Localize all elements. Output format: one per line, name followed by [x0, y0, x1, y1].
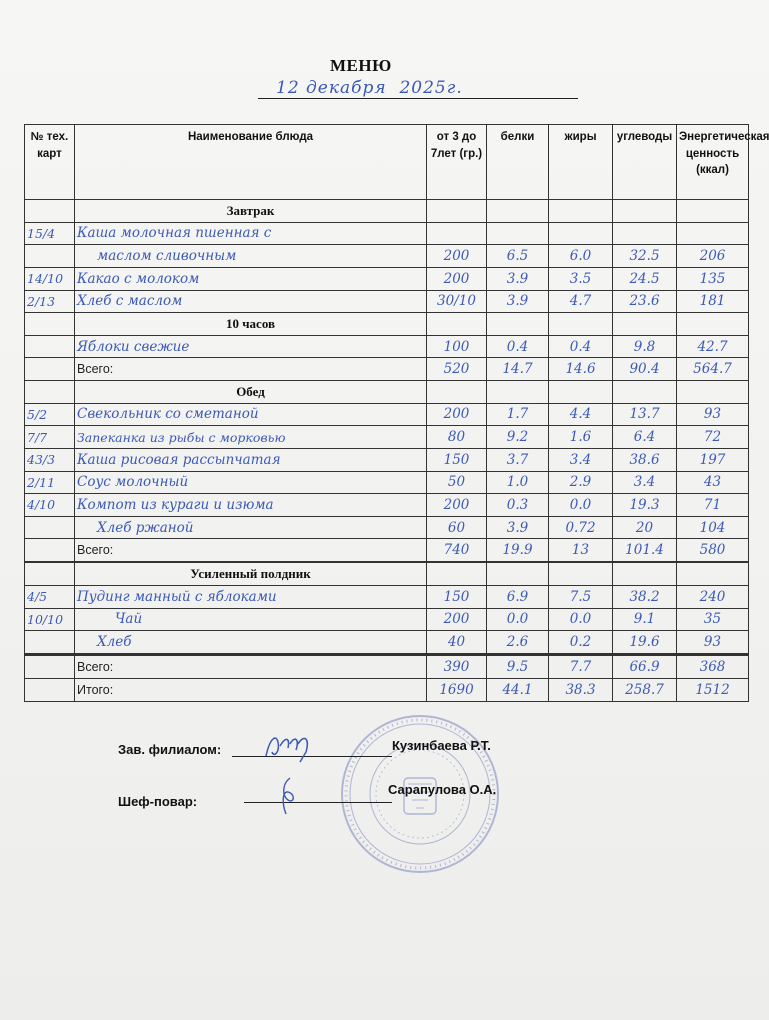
protein-value: 44.1: [487, 679, 549, 702]
table-row: [25, 448, 749, 471]
tech-card-number: 4/10: [25, 494, 75, 517]
fat-value: 0.0: [549, 608, 613, 631]
carbs-value: 19.6: [613, 631, 677, 654]
fat-value: 4.7: [549, 290, 613, 313]
dish-name: Пудинг манный с яблоками: [75, 585, 427, 608]
date-underline: [258, 98, 578, 99]
header-portion: от 3 до 7лет (гр.): [427, 125, 487, 200]
table-row: [25, 403, 749, 426]
energy-value: 43: [677, 471, 749, 494]
head-name: Кузинбаева Р.Т.: [392, 738, 491, 753]
energy-value: 564.7: [677, 358, 749, 381]
carbs-value: 9.8: [613, 335, 677, 358]
signatures-block: [118, 738, 538, 828]
fat-value: 3.5: [549, 267, 613, 290]
energy-value: 104: [677, 516, 749, 539]
menu-table: [24, 124, 769, 702]
portion-value: 740: [427, 539, 487, 562]
tech-card-number: 15/4: [25, 222, 75, 245]
protein-value: 1.0: [487, 471, 549, 494]
dish-name: Запеканка из рыбы с морковью: [75, 426, 427, 449]
energy-value: 93: [677, 403, 749, 426]
table-header-row: [25, 125, 749, 200]
table-row: [25, 585, 749, 608]
dish-name: Компот из кураги и изюма: [75, 494, 427, 517]
table-row: [25, 335, 749, 358]
tech-card-number: 5/2: [25, 403, 75, 426]
section-row: [25, 563, 749, 586]
fat-value: 1.6: [549, 426, 613, 449]
dish-name: Хлеб ржаной: [75, 516, 427, 539]
protein-value: 0.3: [487, 494, 549, 517]
energy-value: 1512: [677, 679, 749, 702]
portion-value: 200: [427, 245, 487, 268]
header-number: № тех. карт: [25, 125, 75, 200]
table-row: [25, 608, 749, 631]
energy-value: 93: [677, 631, 749, 654]
carbs-value: 38.2: [613, 585, 677, 608]
tech-card-number: 14/10: [25, 267, 75, 290]
energy-value: 135: [677, 267, 749, 290]
carbs-value: 66.9: [613, 656, 677, 679]
protein-value: 1.7: [487, 403, 549, 426]
portion-value: 150: [427, 585, 487, 608]
head-label: Зав. филиалом:: [118, 742, 222, 757]
header-name: Наименование блюда: [75, 125, 427, 200]
portion-value: 200: [427, 267, 487, 290]
tech-card-number: 2/11: [25, 471, 75, 494]
protein-value: 0.4: [487, 335, 549, 358]
energy-value: 181: [677, 290, 749, 313]
section-lunch: Обед: [75, 381, 427, 404]
portion-value: 520: [427, 358, 487, 381]
dish-name: Хлеб: [75, 631, 427, 654]
fat-value: 7.5: [549, 585, 613, 608]
fat-value: 13: [549, 539, 613, 562]
carbs-value: 3.4: [613, 471, 677, 494]
energy-value: 368: [677, 656, 749, 679]
header-fat: жиры: [549, 125, 613, 200]
section-snack: Усиленный полдник: [75, 563, 427, 586]
carbs-value: 32.5: [613, 245, 677, 268]
table-row: [25, 222, 749, 245]
fat-value: 0.0: [549, 494, 613, 517]
protein-value: 19.9: [487, 539, 549, 562]
tech-card-number: 7/7: [25, 426, 75, 449]
carbs-value: 38.6: [613, 448, 677, 471]
fat-value: 3.4: [549, 448, 613, 471]
head-signature-mark: [260, 730, 320, 764]
tech-card-number: 43/3: [25, 448, 75, 471]
carbs-value: 24.5: [613, 267, 677, 290]
energy-value: 580: [677, 539, 749, 562]
dish-name: маслом сливочным: [75, 245, 427, 268]
dish-name: Яблоки свежие: [75, 335, 427, 358]
grand-total-row: [25, 679, 749, 702]
fat-value: 4.4: [549, 403, 613, 426]
table-row: [25, 267, 749, 290]
tech-card-number: 4/5: [25, 585, 75, 608]
section-row: [25, 313, 749, 336]
tech-card-number: 2/13: [25, 290, 75, 313]
carbs-value: 6.4: [613, 426, 677, 449]
chef-name: Сарапулова О.А.: [388, 782, 497, 797]
energy-value: 42.7: [677, 335, 749, 358]
carbs-value: 90.4: [613, 358, 677, 381]
total-row: [25, 539, 749, 562]
portion-value: 60: [427, 516, 487, 539]
energy-value: 71: [677, 494, 749, 517]
menu-date: 12 декабря 2025г.: [276, 78, 463, 98]
tech-card-number: 10/10: [25, 608, 75, 631]
carbs-value: 13.7: [613, 403, 677, 426]
energy-value: 35: [677, 608, 749, 631]
portion-value: 100: [427, 335, 487, 358]
section-ten: 10 часов: [75, 313, 427, 336]
dish-name: Соус молочный: [75, 471, 427, 494]
header-carbs: углеводы: [613, 125, 677, 200]
table-row: [25, 516, 749, 539]
protein-value: 3.9: [487, 290, 549, 313]
fat-value: 0.4: [549, 335, 613, 358]
carbs-value: 258.7: [613, 679, 677, 702]
chef-signature-mark: [276, 774, 300, 818]
dish-name: Какао с молоком: [75, 267, 427, 290]
fat-value: 0.2: [549, 631, 613, 654]
protein-value: 6.9: [487, 585, 549, 608]
carbs-value: 9.1: [613, 608, 677, 631]
carbs-value: 19.3: [613, 494, 677, 517]
total-row: [25, 358, 749, 381]
energy-value: 240: [677, 585, 749, 608]
carbs-value: 20: [613, 516, 677, 539]
carbs-value: 23.6: [613, 290, 677, 313]
header-energy: Энергетическая ценность (ккал): [677, 125, 749, 200]
carbs-value: 101.4: [613, 539, 677, 562]
fat-value: 2.9: [549, 471, 613, 494]
header-protein: белки: [487, 125, 549, 200]
portion-value: 80: [427, 426, 487, 449]
chef-signature-line: [244, 802, 392, 803]
dish-name: Каша рисовая рассыпчатая: [75, 448, 427, 471]
portion-value: 150: [427, 448, 487, 471]
protein-value: 6.5: [487, 245, 549, 268]
portion-value: 30/10: [427, 290, 487, 313]
portion-value: 40: [427, 631, 487, 654]
table-row: [25, 245, 749, 268]
dish-name: Свекольник со сметаной: [75, 403, 427, 426]
total-row: [25, 656, 749, 679]
protein-value: 3.9: [487, 267, 549, 290]
section-row: [25, 200, 749, 223]
document-title: МЕНЮ: [330, 56, 392, 75]
portion-value: 200: [427, 403, 487, 426]
portion-value: 50: [427, 471, 487, 494]
fat-value: 38.3: [549, 679, 613, 702]
protein-value: 3.9: [487, 516, 549, 539]
energy-value: 72: [677, 426, 749, 449]
protein-value: 0.0: [487, 608, 549, 631]
energy-value: 197: [677, 448, 749, 471]
table-row: [25, 471, 749, 494]
protein-value: 3.7: [487, 448, 549, 471]
table-row: [25, 631, 749, 654]
protein-value: 14.7: [487, 358, 549, 381]
protein-value: 2.6: [487, 631, 549, 654]
section-breakfast: Завтрак: [75, 200, 427, 223]
total-label: Всего:: [75, 656, 427, 679]
portion-value: 1690: [427, 679, 487, 702]
portion-value: 390: [427, 656, 487, 679]
protein-value: 9.2: [487, 426, 549, 449]
total-label: Всего:: [75, 358, 427, 381]
fat-value: 7.7: [549, 656, 613, 679]
dish-name: Каша молочная пшенная с: [75, 222, 427, 245]
portion-value: 200: [427, 494, 487, 517]
chef-label: Шеф-повар:: [118, 794, 198, 809]
grand-total-label: Итого:: [75, 679, 427, 702]
dish-name: Хлеб с маслом: [75, 290, 427, 313]
table-row: [25, 494, 749, 517]
portion-value: 200: [427, 608, 487, 631]
fat-value: 14.6: [549, 358, 613, 381]
protein-value: 9.5: [487, 656, 549, 679]
energy-value: 206: [677, 245, 749, 268]
table-row: [25, 290, 749, 313]
table-row: [25, 426, 749, 449]
fat-value: 6.0: [549, 245, 613, 268]
total-label: Всего:: [75, 539, 427, 562]
fat-value: 0.72: [549, 516, 613, 539]
section-row: [25, 381, 749, 404]
dish-name: Чай: [75, 608, 427, 631]
